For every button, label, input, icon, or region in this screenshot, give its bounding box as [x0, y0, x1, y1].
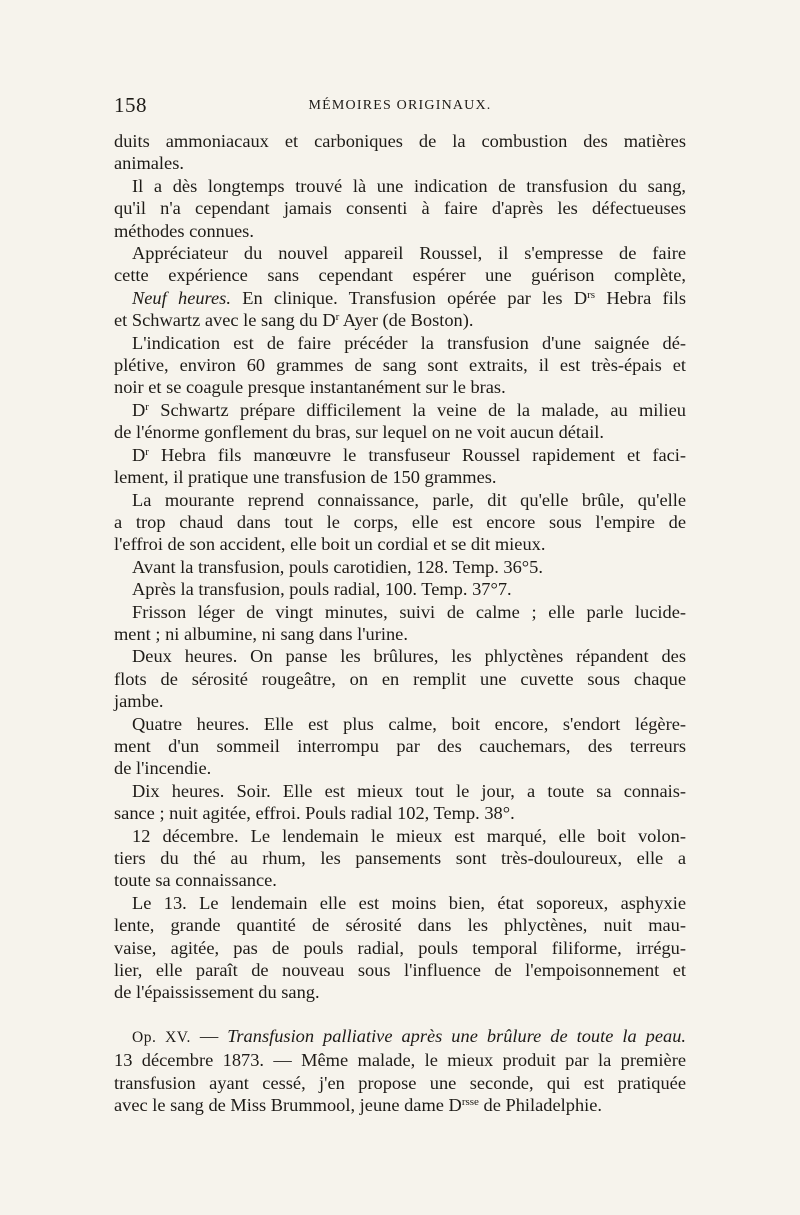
- superscript: r: [145, 445, 149, 458]
- text-line: plétive, environ 60 grammes de sang sont extraits, il est très-épais et: [114, 355, 686, 376]
- running-title: MÉMOIRES ORIGINAUX.: [308, 98, 492, 113]
- text-line: [114, 1094, 686, 1116]
- text-line: Appréciateur du nouvel appareil Roussel, il s'empresse de faire: [132, 243, 686, 264]
- text-line: toute sa connaissance.: [114, 870, 277, 891]
- text-run: avec le sang de Miss Brummool, jeune dame D: [114, 1095, 462, 1116]
- text-line: flots de sérosité rougeâtre, on en remplit une cuvette sous chaque: [114, 668, 686, 689]
- text-line: cette expérience sans cependant espérer une guérison complète,: [114, 265, 686, 286]
- text-line: de l'épaississement du sang.: [114, 982, 320, 1003]
- text-run: Ayer (de Boston).: [339, 310, 474, 331]
- text-run: Schwartz prépare difficilement la veine de la malade, au milieu: [148, 399, 686, 420]
- italic-run: Neuf heures.: [132, 287, 231, 308]
- text-run: —: [190, 1025, 228, 1046]
- text-line: [114, 444, 686, 466]
- text-run: En clinique. Transfusion opérée par les D: [230, 287, 588, 308]
- text-line: 13 décembre 1873. — Même malade, le mieux produit par la première: [114, 1050, 686, 1071]
- observation-title: Transfusion palliative après une brûlure de toute la peau.: [227, 1025, 686, 1046]
- text-run: et Schwartz avec le sang du D: [114, 310, 336, 331]
- text-line: ment d'un sommeil interrompu par des cauchemars, des terreurs: [114, 735, 686, 756]
- text-run: Hebra fils manœuvre le transfuseur Roussel rapidement et faci-: [148, 444, 686, 465]
- text-run: Hebra fils: [595, 287, 687, 308]
- text-line: Deux heures. On panse les brûlures, les phlyctènes répandent des: [132, 646, 686, 667]
- text-line: animales.: [114, 153, 184, 174]
- text-line: ment ; ni albumine, ni sang dans l'urine.: [114, 623, 408, 644]
- text-line: tiers du thé au rhum, les pansements sont très-douloureux, elle a: [114, 848, 686, 868]
- page-number: 158: [114, 93, 147, 117]
- text-line: [114, 309, 686, 331]
- text-line: Il a dès longtemps trouvé là une indication de transfusion du sang,: [132, 175, 686, 196]
- observation-number: Op. XV.: [132, 1028, 191, 1046]
- text-run: D: [132, 399, 146, 420]
- text-line: [114, 287, 686, 309]
- text-line: a trop chaud dans tout le corps, elle est encore sous l'empire de: [114, 511, 686, 532]
- text-line: 12 décembre. Le lendemain le mieux est marqué, elle boit volon-: [132, 825, 686, 846]
- text-line: qu'il n'a cependant jamais consenti à faire d'après les défectueuses: [114, 198, 686, 219]
- text-line: Dix heures. Soir. Elle est mieux tout le jour, a toute sa connais-: [132, 780, 686, 801]
- text-line: de l'incendie.: [114, 758, 212, 779]
- text-line: jambe.: [114, 691, 164, 712]
- text-line: Avant la transfusion, pouls carotidien, 128. Temp. 36°5.: [132, 556, 543, 577]
- text-line: sance ; nuit agitée, effroi. Pouls radial 102, Temp. 38°.: [114, 803, 515, 824]
- superscript: r: [335, 311, 340, 324]
- text-line: La mourante reprend connaissance, parle, dit qu'elle brûle, qu'elle: [132, 489, 686, 510]
- text-line: noir et se coagule presque instantanément sur le bras.: [114, 377, 506, 398]
- text-run: D: [132, 444, 146, 465]
- text-line: lement, il pratique une transfusion de 150 grammes.: [114, 467, 497, 488]
- text-line: Quatre heures. Elle est plus calme, boit encore, s'endort légère-: [132, 713, 686, 734]
- text-run: de Philadelphie.: [478, 1095, 603, 1116]
- text-line: vaise, agitée, pas de pouls radial, pouls temporal filiforme, irrégu-: [114, 937, 686, 958]
- text-line: [114, 399, 686, 421]
- text-line: lier, elle paraît de nouveau sous l'influence de l'empoisonnement et: [114, 960, 686, 981]
- text-line: l'effroi de son accident, elle boit un cordial et se dit mieux.: [114, 534, 546, 555]
- text-line: de l'énorme gonflement du bras, sur lequel on ne voit aucun détail.: [114, 422, 605, 443]
- text-line: Après la transfusion, pouls radial, 100. Temp. 37°7.: [132, 579, 512, 600]
- text-line: transfusion ayant cessé, j'en propose une seconde, qui est pratiquée: [114, 1072, 686, 1093]
- text-line: Frisson léger de vingt minutes, suivi de calme ; elle parle lucide-: [132, 601, 686, 622]
- text-line: duits ammoniacaux et carboniques de la combustion des matières: [114, 131, 686, 151]
- text-line: Le 13. Le lendemain elle est moins bien, état soporeux, asphyxie: [132, 892, 686, 913]
- text-line: lente, grande quantité de sérosité dans les phlyctènes, nuit mau-: [114, 915, 686, 936]
- superscript: r: [145, 400, 149, 413]
- body-text: [114, 130, 686, 1116]
- superscript: rs: [587, 288, 596, 301]
- text-line: méthodes connues.: [114, 220, 254, 241]
- text-line: L'indication est de faire précéder la transfusion d'une saignée dé-: [132, 332, 686, 353]
- observation-heading: [114, 1025, 686, 1049]
- superscript: rsse: [461, 1096, 479, 1109]
- page-header: [114, 93, 686, 121]
